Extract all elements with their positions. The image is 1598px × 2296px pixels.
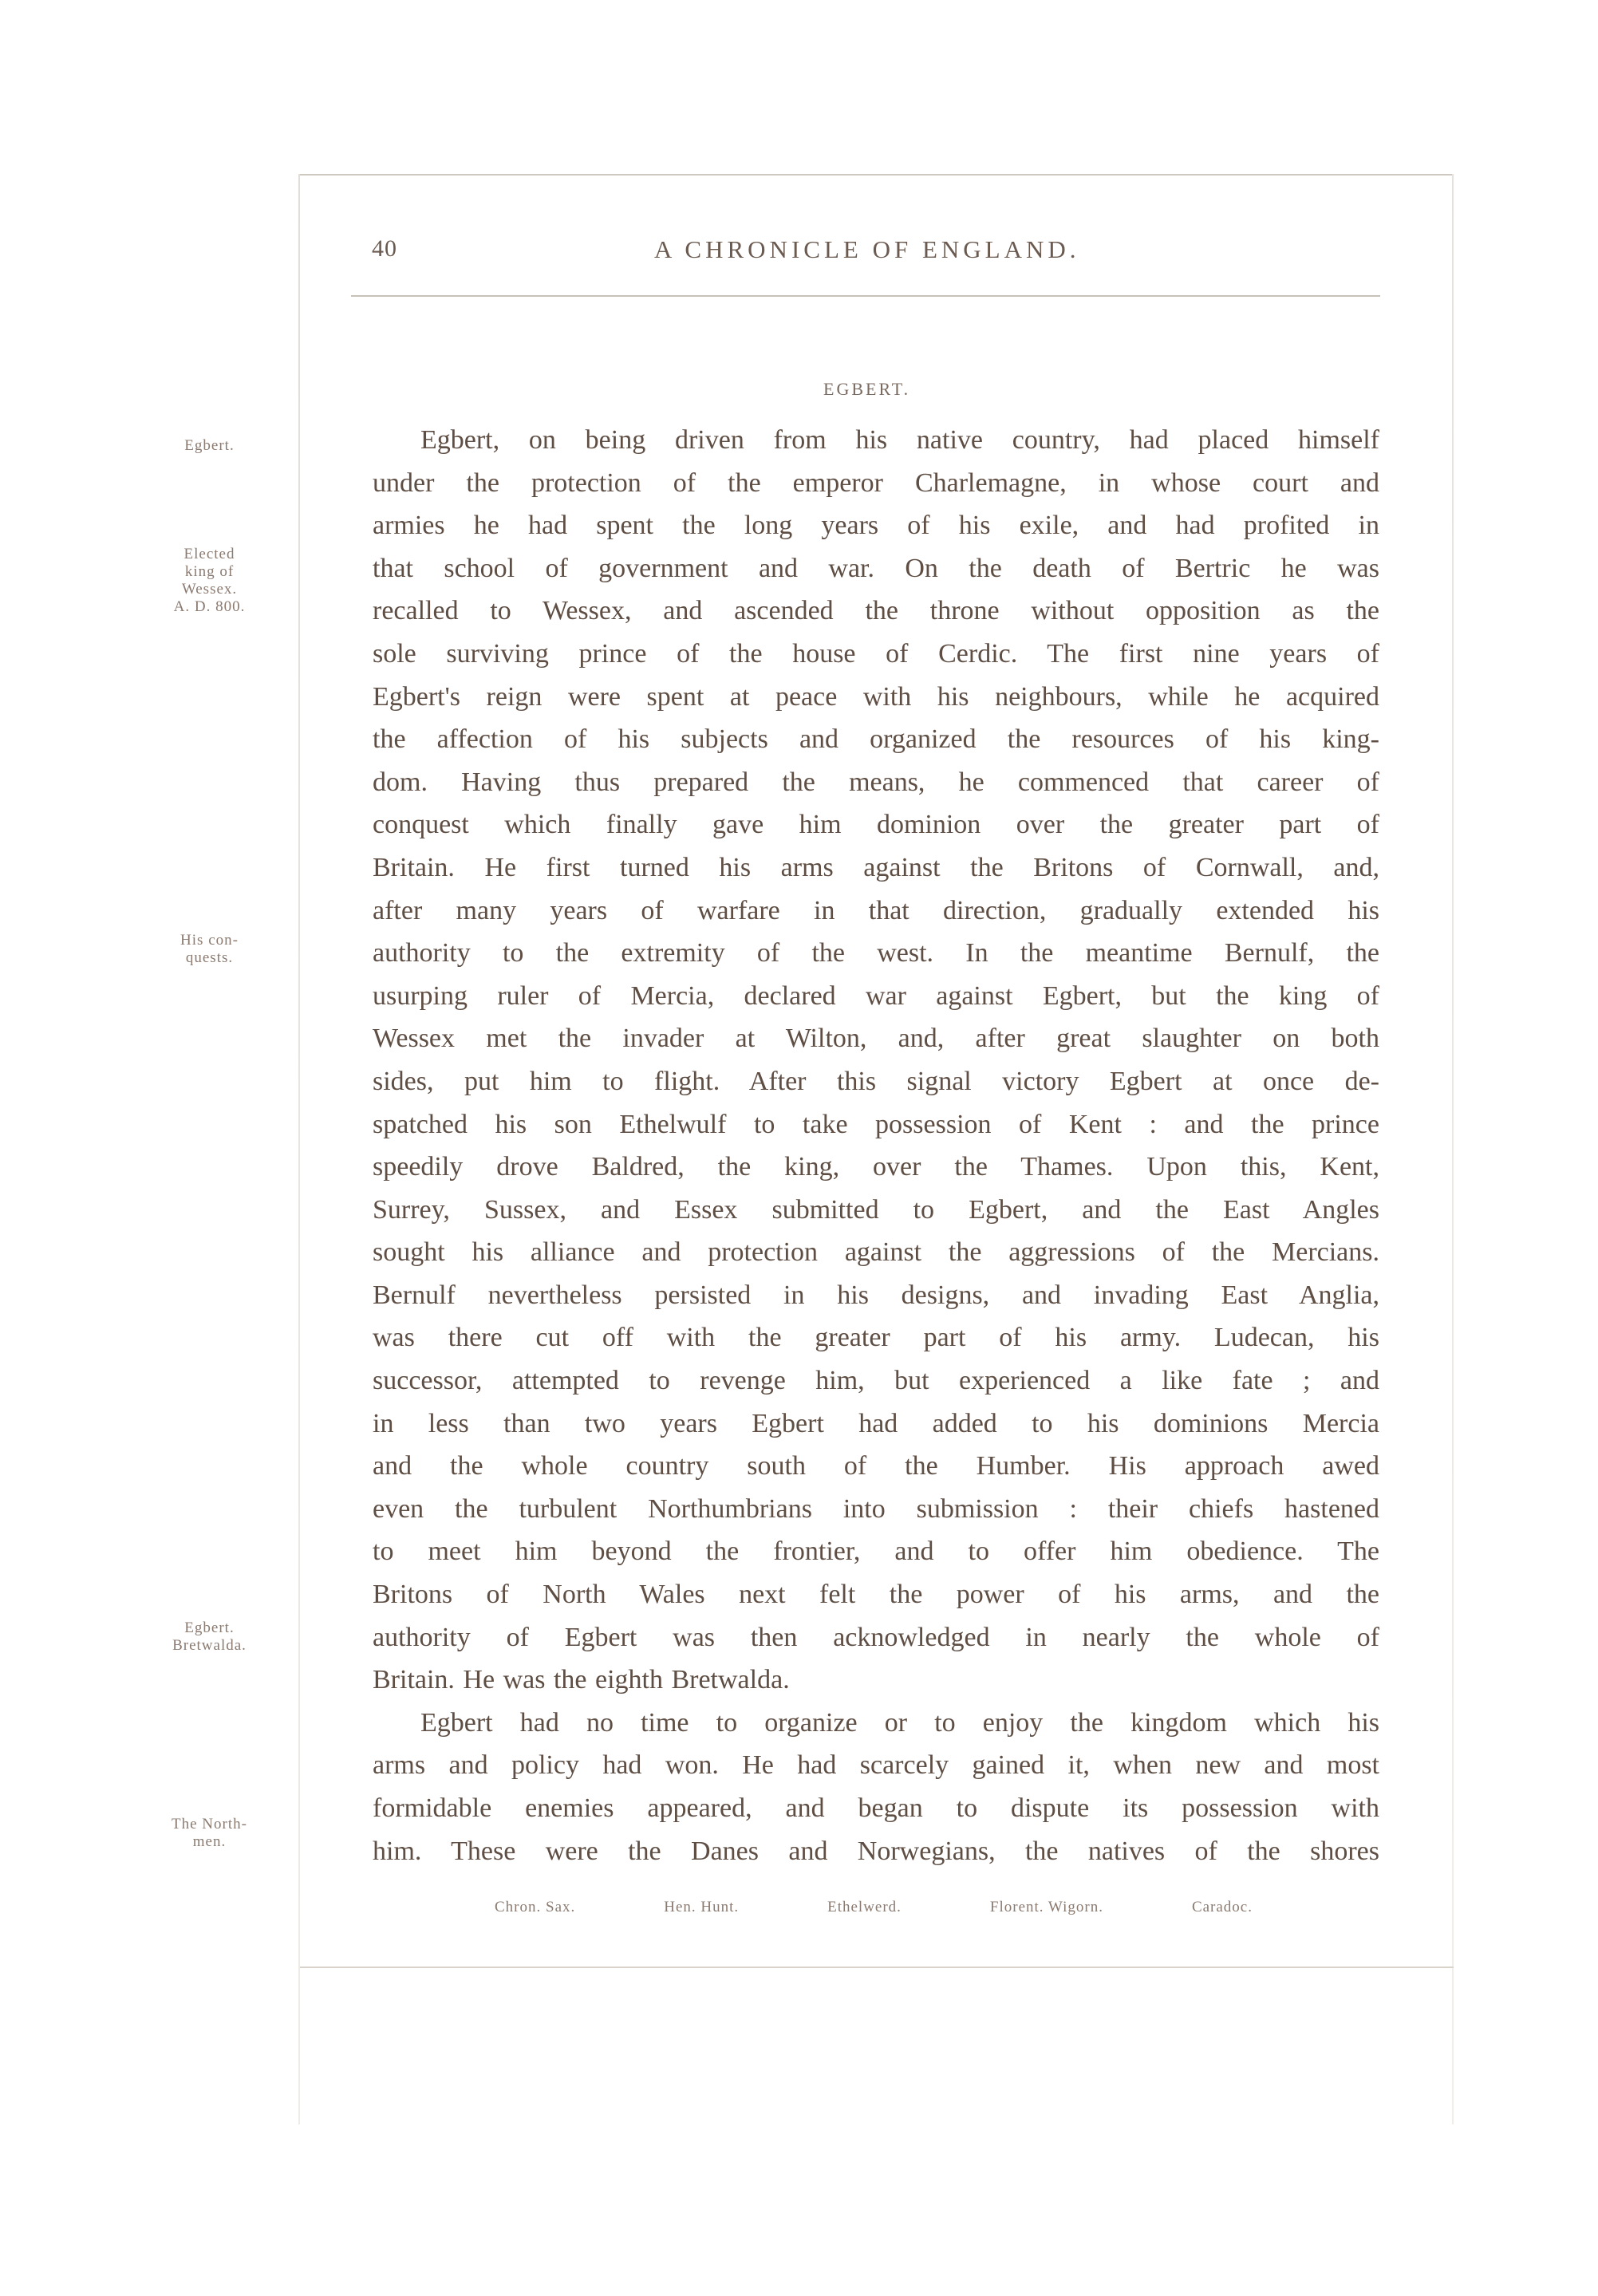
right-border-rule: [1452, 174, 1454, 2124]
sidenote-line: Bretwalda.: [172, 1637, 247, 1654]
text-line: under the protection of the emperor Charlemagne, in whose court and: [373, 467, 1379, 498]
page-number: 40: [372, 235, 397, 262]
text-line: formidable enemies appeared, and began to dispute its possession with: [373, 1793, 1379, 1823]
text-line: was there cut off with the greater part of his army. Ludecan, his: [373, 1323, 1379, 1353]
text-line: that school of government and war. On the death of Bertric he was: [373, 553, 1379, 583]
text-line: dom. Having thus prepared the means, he commenced that career of: [373, 767, 1379, 797]
sidenote-northmen: [144, 1816, 275, 1851]
top-border-rule: [300, 174, 1454, 176]
running-title: A CHRONICLE OF ENGLAND.: [654, 235, 1080, 263]
sidenote-egbert: [144, 437, 275, 455]
text-line: sought his alliance and protection against the aggressions of the Mercians.: [373, 1237, 1379, 1268]
header-rule: [351, 295, 1380, 297]
footnote-source: Caradoc.: [1191, 1899, 1253, 1915]
text-line: Egbert's reign were spent at peace with his neighbours, while he acquired: [373, 681, 1379, 712]
sidenote-line: His con-: [180, 932, 239, 949]
sidenote-line: Wessex.: [181, 581, 238, 598]
sidenote-line: king of: [184, 563, 235, 580]
section-title: EGBERT.: [823, 379, 911, 399]
sidenote-line: Egbert.: [184, 1619, 235, 1636]
text-line: speedily drove Baldred, the king, over the Thames. Upon this, Kent,: [373, 1152, 1379, 1182]
sidenote-elected-king: [144, 546, 275, 616]
text-line: him. These were the Danes and Norwegians, the natives of the shores: [373, 1836, 1379, 1866]
text-line: successor, attempted to revenge him, but experienced a like fate ; and: [373, 1366, 1379, 1396]
sidenote-line: Egbert.: [184, 437, 235, 454]
text-line: armies he had spent the long years of his exile, and had profited in: [373, 511, 1379, 541]
sidenote-line: Elected: [183, 546, 235, 562]
text-line: recalled to Wessex, and ascended the throne without opposition as the: [373, 596, 1379, 626]
text-line: in less than two years Egbert had added to his dominions Mercia: [373, 1408, 1379, 1438]
text-line: Egbert, on being driven from his native country, had placed himself: [420, 425, 1379, 455]
sidenote-line: The North-: [172, 1816, 247, 1832]
sidenote-bretwalda: [144, 1619, 275, 1655]
text-line: Britons of North Wales next felt the power of his arms, and the: [373, 1580, 1379, 1610]
text-line: Britain. He was the eighth Bretwalda.: [373, 1665, 790, 1695]
sidenote-line: men.: [192, 1833, 227, 1850]
text-line: authority to the extremity of the west. In the meantime Bernulf, the: [373, 938, 1379, 969]
text-line: even the turbulent Northumbrians into submission : their chiefs hastened: [373, 1493, 1379, 1524]
text-line: spatched his son Ethelwulf to take possession of Kent : and the prince: [373, 1109, 1379, 1139]
sidenote-line: quests.: [185, 949, 234, 966]
footnote-source: Ethelwerd.: [827, 1899, 902, 1915]
text-line: authority of Egbert was then acknowledged in nearly the whole of: [373, 1622, 1379, 1652]
footnote-sources: [495, 1899, 1253, 1916]
text-line: arms and policy had won. He had scarcely gained it, when new and most: [373, 1750, 1379, 1781]
text-line: after many years of warfare in that direction, gradually extended his: [373, 895, 1379, 925]
text-line: and the whole country south of the Humber. His approach awed: [373, 1451, 1379, 1481]
sidenote-line: A. D. 800.: [173, 598, 246, 615]
text-line: conquest which finally gave him dominion over the greater part of: [373, 810, 1379, 840]
sidenote-conquests: [144, 932, 275, 967]
text-line: Egbert had no time to organize or to enjoy the kingdom which his: [420, 1707, 1379, 1738]
text-line: the affection of his subjects and organized the resources of his king-: [373, 724, 1379, 755]
text-line: Surrey, Sussex, and Essex submitted to Egbert, and the East Angles: [373, 1194, 1379, 1225]
text-line: Britain. He first turned his arms against the Britons of Cornwall, and,: [373, 852, 1379, 882]
text-line: usurping ruler of Mercia, declared war against Egbert, but the king of: [373, 980, 1379, 1011]
text-line: to meet him beyond the frontier, and to offer him obedience. The: [373, 1537, 1379, 1567]
text-line: Wessex met the invader at Wilton, and, after great slaughter on both: [373, 1024, 1379, 1054]
left-border-rule: [298, 174, 300, 2124]
bottom-border-rule: [300, 1967, 1454, 1968]
footnote-source: Florent. Wigorn.: [989, 1899, 1103, 1915]
body-text: [373, 419, 1379, 1872]
footnote-source: Chron. Sax.: [495, 1899, 576, 1915]
text-line: sides, put him to flight. After this signal victory Egbert at once de-: [373, 1066, 1379, 1096]
footnote-source: Hen. Hunt.: [664, 1899, 740, 1915]
text-line: Bernulf nevertheless persisted in his designs, and invading East Anglia,: [373, 1280, 1379, 1310]
text-line: sole surviving prince of the house of Cerdic. The first nine years of: [373, 638, 1379, 669]
